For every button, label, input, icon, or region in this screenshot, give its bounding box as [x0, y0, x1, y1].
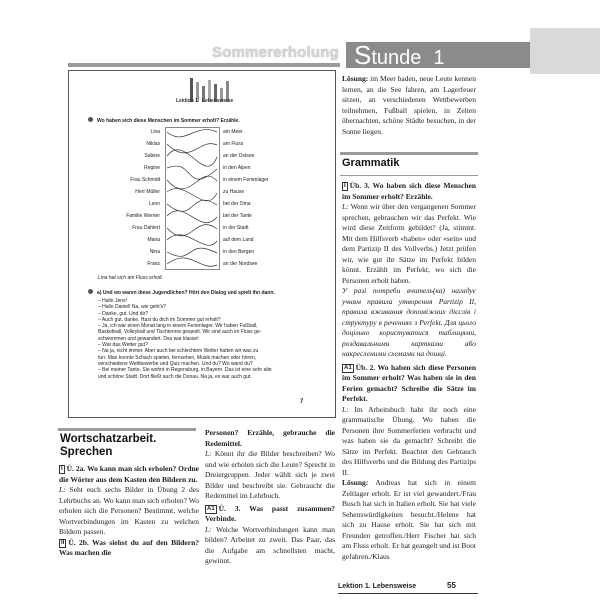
- inset-page-number: 7: [300, 399, 304, 405]
- name-item: Franz: [147, 261, 160, 267]
- footer-lesson: Lektion 1. Lebensweise: [338, 583, 417, 590]
- stunde-word: tunde: [371, 47, 422, 69]
- inset-lektion-label: Lektion 1: [176, 98, 198, 104]
- dialog-line: – War das Wetter gut?: [98, 342, 148, 349]
- task-icon: [88, 289, 93, 294]
- place-item: bei der Tante: [223, 213, 252, 219]
- name-item: Niklas: [146, 141, 160, 147]
- grammatik-column: I Üb. 3. Wo haben sich diese Menschen im Sommer erholt? Erzähle. L: Wenn wir über den vergangenen Sommer sprechen, gebrauchen wir das Perfekt. Wie wird diese Zeitform gebildet? (Ja, stimmt. Mit dem Hilfsverb «haben» oder «sein» und dem Partizip II des Vollverbs.) Jetzt prüfen wir, wie gut ihr Sätze im Perfekt bilden könnt. Erzählt im Perfekt, wo sich die Personen erholt haben. У разі потреби вчитель(ка) нагадує учням правила утворення Partizip II, правила вживання допоміжних дієслів і структуру в реченнях з Perfekt. Для цього доцільно користуватися таблицями, роздавальними картками або накресленими схемами на дошці. A1 Üb. 2. Wo haben sich diese Personen im Sommer erholt? Was haben sie in den Ferien gemacht? Schreibe die Sätze im Perfekt. L: Im Arbeitsbuch habt ihr noch eine grammatische Übung. Wo haben die Personen ihre Sommerferien verbracht und was haben sie da gemacht? Schreibt die Sätze im Perfekt. Beachtet den Gebrauch des Hilfsverbs und die Bildung des Partizips II. Lösung: Andreas hat sich in einem Zeltlager erholt. Er ist viel gewandert./Frau Busch hat sich in Italien erholt. Sie hat viele Sehenswürdigkeiten besucht./Helene hat sich zu Hause erholt. Sie hat sich mit Freunden getroffen./Herr Fischer hat sich am Fluss erholt. Er hat geangelt und ist Boot gefahren./Klaus: [342, 181, 477, 561]
- exercise-icon: II: [61, 539, 65, 546]
- place-item: bei der Oma: [223, 201, 251, 207]
- place-item: am Meer: [223, 129, 243, 135]
- place-item: auf dem Land: [223, 237, 254, 243]
- dialog-line: Basketball, Volleyball und Tischtennis gespielt. Wir sind auch im Fluss ge-: [98, 329, 262, 336]
- name-item: Frau Schmidt: [130, 177, 160, 183]
- dialog-line: – Hallo Jens!: [98, 298, 127, 304]
- name-item: Sabine: [144, 153, 160, 159]
- header-gray-strip: [530, 28, 600, 74]
- name-item: Herr Müller: [135, 189, 160, 195]
- place-item: an der Nordsee: [223, 261, 258, 267]
- place-item: in den Alpen: [223, 165, 251, 171]
- dialog-line: und schöne Stadt. Dort fließt auch die Donau. Na ja, es war auch gut.: [98, 373, 252, 380]
- dialog-line: – Hallo Daniel! Na, wie geht's?: [98, 304, 166, 311]
- place-item: in der Stadt: [223, 225, 249, 231]
- name-item: Regine: [144, 165, 160, 171]
- inset-dialog: [98, 298, 324, 380]
- stunde-initial: S: [354, 40, 372, 70]
- dialog-line: – Danke, gut. Und dir?: [98, 310, 149, 317]
- place-item: zu Hause: [223, 189, 245, 195]
- inset-lebensweise-label: Lebensweise: [202, 98, 234, 104]
- page-number: 55: [447, 581, 456, 590]
- name-item: Maria: [147, 237, 160, 243]
- stunde-badge: [346, 42, 530, 68]
- footer-rule: [338, 593, 478, 594]
- place-item: in einem Ferienlager: [223, 177, 269, 183]
- exercise-icon: I: [61, 466, 63, 472]
- wortschatz-column: I Ü. 2a. Wo kann man sich erholen? Ordne die Wörter aus dem Kasten den Bildern zu. L: Seht euch sechs Bilder in Übung 2 des Lehrbuchs an. Wo kann man sich erholen? Wo erholen sich die Personen? Bestimmt, welche Wortverbindungen im Kasten zu welchen Bildern passen. II Ü. 2b. Was siehst du auf den Bildern? Was machen die: [59, 464, 200, 557]
- dialog-line: – Na ja, nicht immer. Aber auch bei schlechtem Wetter hatten wir was zu: [98, 348, 259, 355]
- task-icon: [88, 117, 93, 122]
- exercise-icon: A1: [344, 364, 352, 371]
- name-item: Leon: [148, 201, 160, 207]
- stunde-number: 1: [433, 47, 445, 69]
- inset-task-b: a) Und wo waren diese Jugendlichen? Hört den Dialog und spielt ihn dann.: [88, 289, 275, 296]
- dialog-line: tun: Man konnte Schach spielen, fernsehen, Musik machen oder hören,: [98, 354, 257, 361]
- exercise-icon: I: [344, 183, 346, 189]
- inset-example: Lina hat sich am Fluss erholt.: [98, 275, 164, 281]
- dialog-line: verschiedene Wettbewerbe und Quiz machen. Und du? Wo warst du?: [98, 360, 253, 367]
- middle-column: Personen? Erzähle, gebrauche die Redemittel. L: Könnt ihr die Bilder beschreiben? Wo und wie erholen sich die Leute? Sprecht in Dreiergruppen. Jeder wählt sich je zwei Bilder und beschreibt sie. Gebraucht die Redemittel im Lehrbuch. A1 Ü. 3. Was passt zusammen? Verbinde. L: Welche Wortverbindungen kann man bilden? Arbeitet zu zweit. Das Paar, das die Aufgabe am schnellsten macht, gewinnt.: [205, 428, 335, 565]
- name-item: Frau Dahlert: [132, 225, 160, 231]
- dialog-line: – Ja, ich war einen Monat lang in einem Ferienlager. Wir haben Fußball,: [98, 323, 258, 330]
- place-item: in den Bergen: [223, 249, 255, 255]
- name-item: Familie Werner: [126, 213, 160, 219]
- dialog-line: – Bei meiner Tante. Sie wohnt in Regensburg, in Bayern. Das ist eine sehr alte: [98, 367, 272, 374]
- dialog-line: schwommen und gewandert. Das war klasse!: [98, 335, 199, 342]
- place-item: am Fluss: [223, 141, 244, 147]
- header-rule: [68, 63, 340, 67]
- grammatik-heading: Grammatik: [342, 157, 400, 169]
- dialog-line: – Auch gut, danke. Hast du dich im Sommer gut erholt?: [98, 316, 221, 323]
- place-item: an der Ostsee: [223, 153, 255, 159]
- inset-task-a: Wo haben sich diese Menschen im Sommer erholt? Erzähle.: [88, 117, 240, 124]
- name-item: Lina: [150, 129, 160, 135]
- loesung-top: Lösung: im Meer baden, neue Leute kennen lernen, an die See fahren, am Lagerfeuer sitzen, an verschiedenen Wettbewerben teilnehmen, Fußball spielen, in Zelten übernachten, schöne Städte besuchen, in der Sonne liegen.: [342, 74, 476, 136]
- name-item: Nina: [149, 249, 160, 255]
- exercise-icon: A1: [207, 505, 215, 512]
- matching-lines: [165, 127, 221, 272]
- wortschatz-heading: Wortschatzarbeit. Sprechen: [60, 433, 157, 458]
- page-title: Sommererholung: [212, 44, 339, 61]
